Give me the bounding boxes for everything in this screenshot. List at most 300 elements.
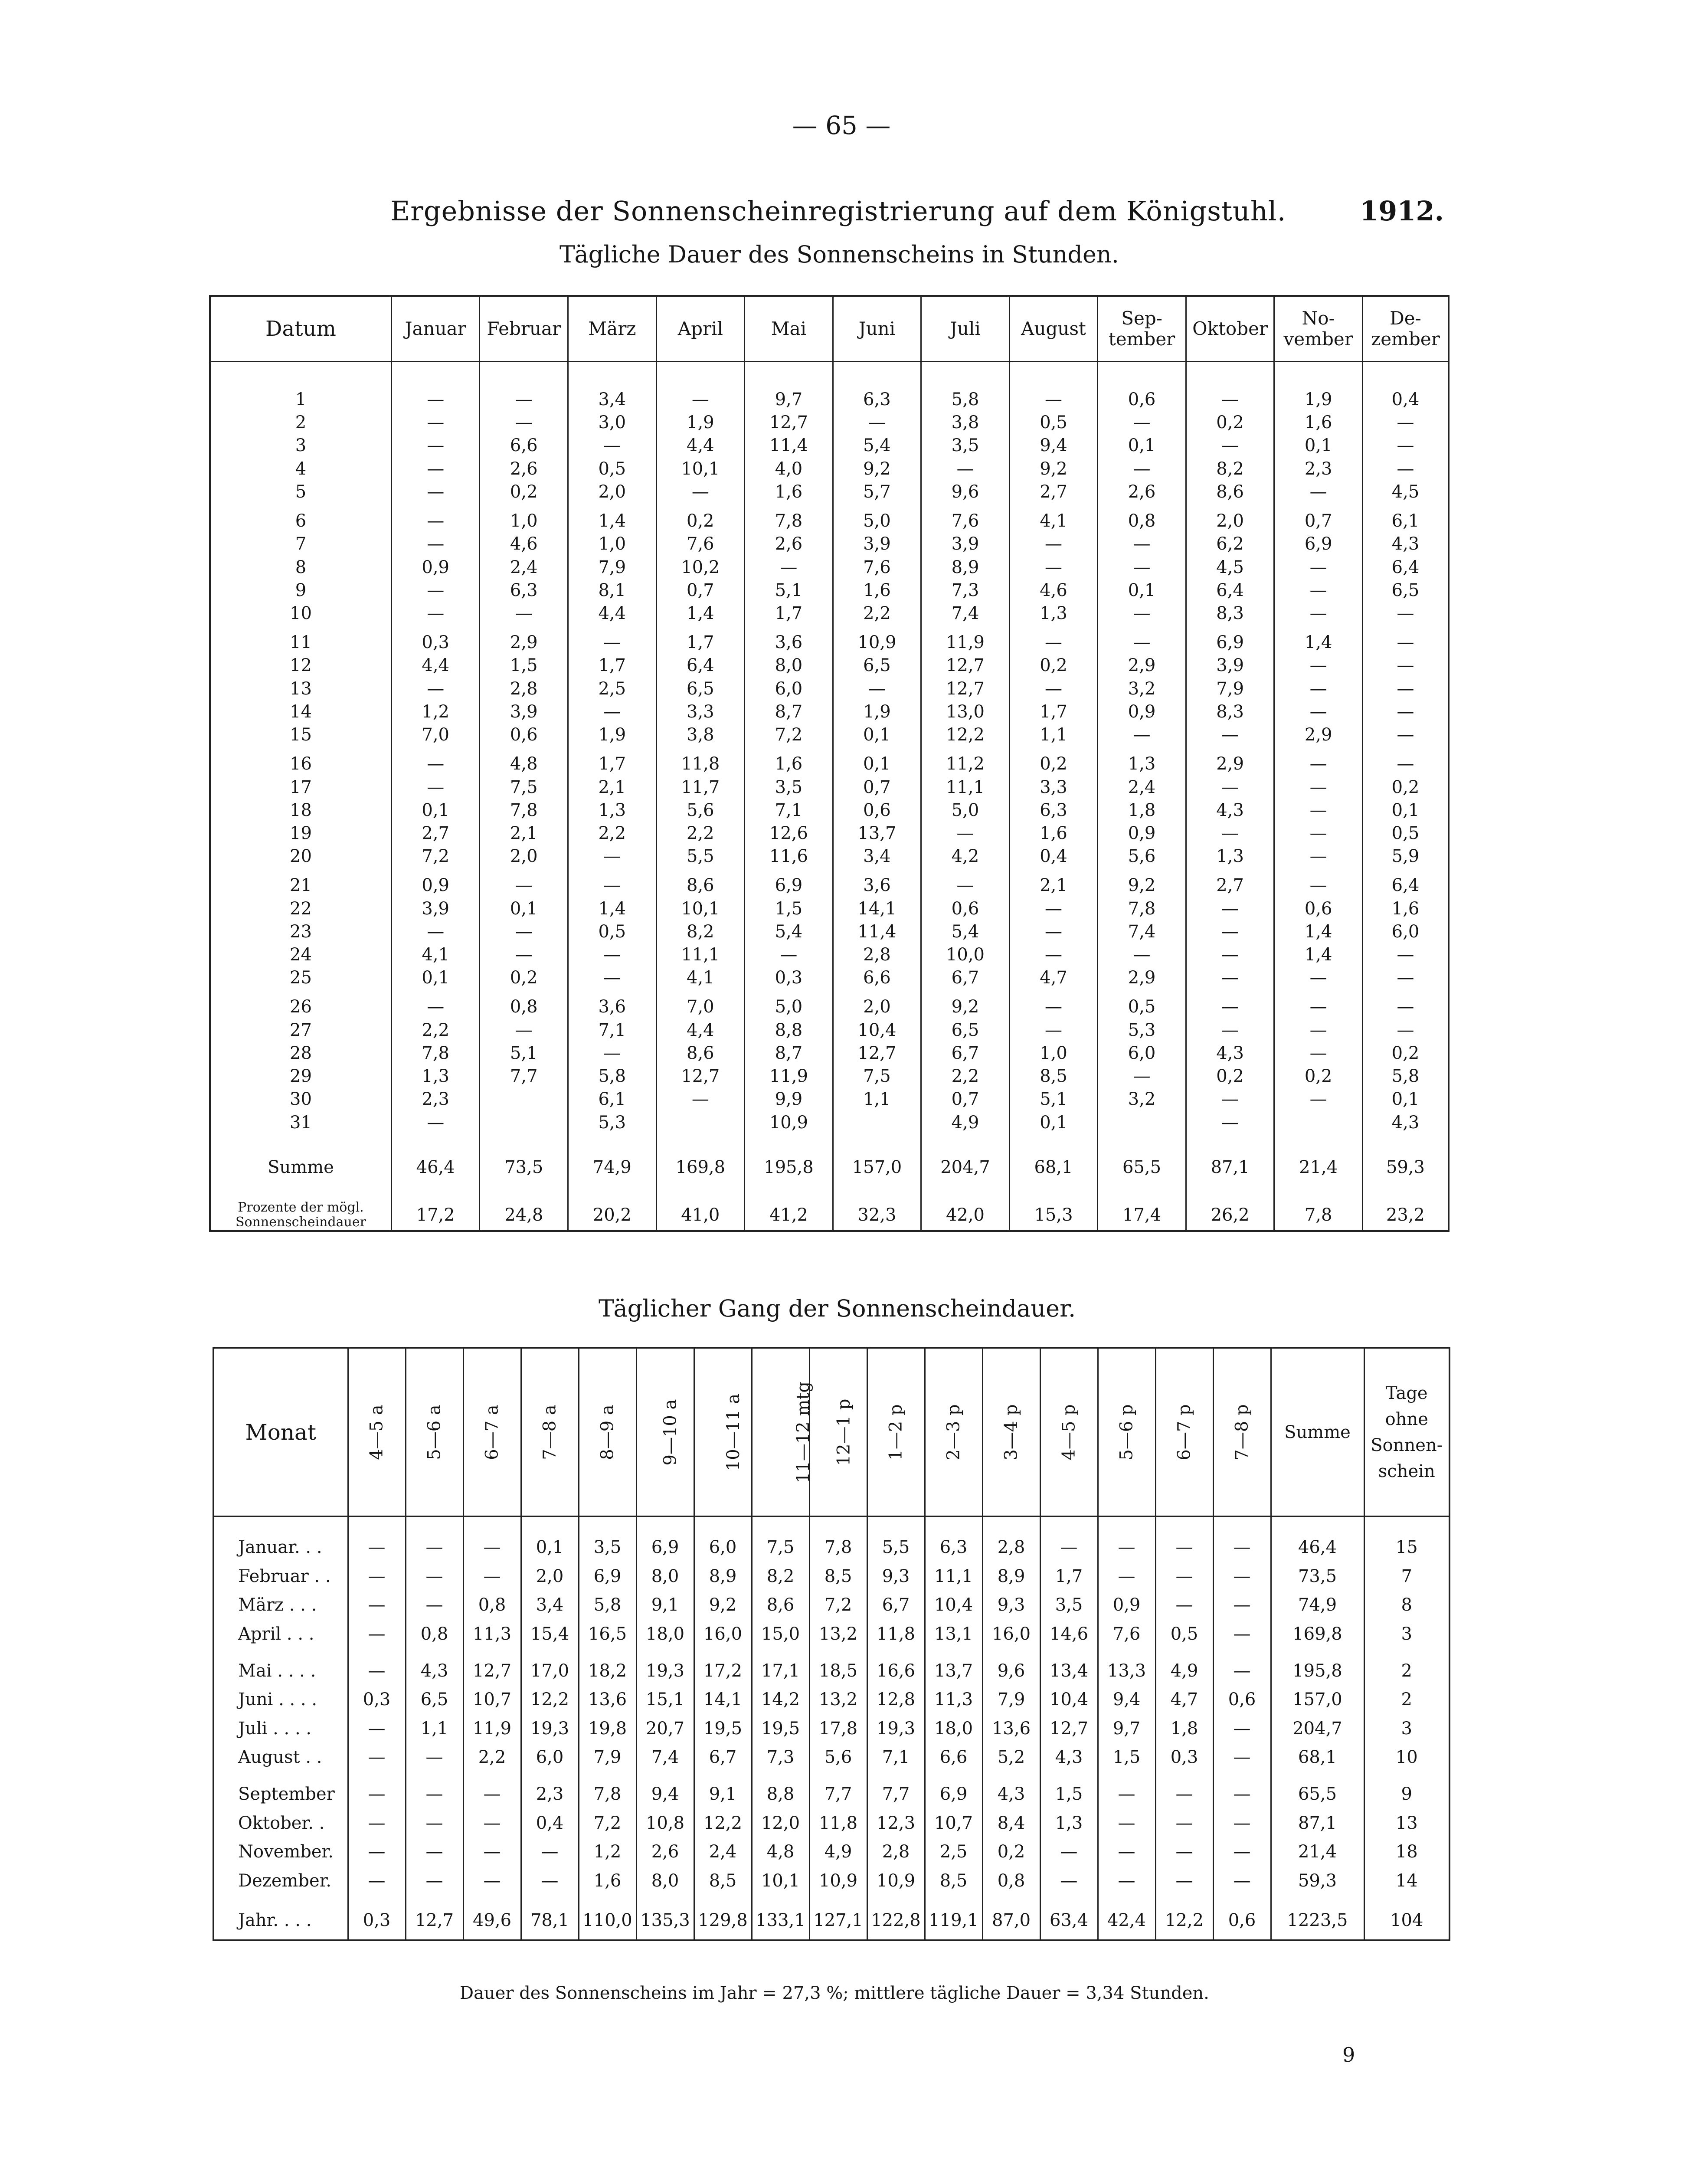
value-cell: 1,4 [656,602,745,625]
value-cell: 4,3 [1186,799,1274,822]
value-cell: 1,6 [1009,822,1098,845]
value-cell: — [1362,701,1449,724]
value-cell: — [1098,533,1186,556]
value-cell: 10,4 [833,1019,921,1042]
value-cell: 0,9 [391,874,480,897]
spacer-cell [579,1516,636,1537]
value-cell: 6,4 [656,654,745,677]
value-cell: — [406,1812,463,1841]
value-cell: 2,6 [480,458,568,481]
spacer-cell [745,625,833,631]
value-cell: — [1362,411,1449,434]
filler-cell [480,1230,568,1231]
value-cell: 74,9 [1271,1594,1364,1623]
month-cell: Juni . . . . [238,1690,317,1710]
filler-cell [1213,1939,1271,1940]
value-cell: 2,1 [568,776,657,799]
value-cell: 1,3 [1186,845,1274,868]
value-cell: 0,1 [1009,1111,1098,1134]
prozente-cell: 24,8 [480,1179,568,1230]
value-cell: — [1098,1812,1155,1841]
value-cell: 1,9 [568,724,657,747]
value-cell: 13,7 [925,1660,982,1689]
value-cell: 10,7 [463,1689,521,1718]
value-cell: 46,4 [1271,1536,1364,1565]
filler-cell [694,1939,752,1940]
month-cell: September [238,1784,335,1804]
value-cell: 21,4 [1271,1841,1364,1870]
value-cell: — [1186,776,1274,799]
value-cell: 3,6 [745,631,833,654]
value-cell: 16,6 [867,1660,925,1689]
value-cell: — [1274,799,1363,822]
value-cell: 2,4 [1098,776,1186,799]
prozente-cell: 41,2 [745,1179,833,1230]
value-cell: — [1362,966,1449,989]
spacer-cell [1362,989,1449,996]
table-row [213,1718,1450,1747]
prozente-cell: 32,3 [833,1179,921,1230]
spacer-cell [867,1652,925,1660]
value-cell: 7,7 [480,1065,568,1088]
value-cell: — [1186,822,1274,845]
value-cell: — [348,1746,406,1775]
value-cell: — [348,1536,406,1565]
value-cell: 1,6 [833,579,921,602]
value-cell: 6,7 [694,1746,752,1775]
value-cell: 6,1 [568,1088,657,1111]
spacer-cell [1271,1899,1364,1907]
value-cell: 2,7 [391,822,480,845]
value-cell: 0,2 [1186,411,1274,434]
value-cell: 0,6 [833,799,921,822]
value-cell: 11,9 [745,1065,833,1088]
value-cell: 8,9 [982,1565,1040,1595]
day-cell: 7 [295,534,307,554]
column-header-hour [809,1348,867,1516]
value-cell: — [1098,943,1186,966]
value-cell: 6,9 [1274,533,1363,556]
value-cell: 3,6 [833,874,921,897]
spacer-cell [1155,1775,1213,1783]
spacer-cell [1098,1516,1155,1537]
spacer-cell [921,989,1010,996]
value-cell: 2,2 [833,602,921,625]
value-cell: — [391,678,480,701]
table-row [210,1088,1449,1111]
value-cell: 1,8 [1155,1718,1213,1747]
value-cell: 10,1 [752,1870,809,1899]
value-cell: 4,0 [745,458,833,481]
value-cell: 1,9 [833,701,921,724]
filler-cell [752,1939,809,1940]
value-cell: 13 [1364,1812,1450,1841]
value-cell: 11,8 [656,753,745,776]
value-cell: 5,3 [1098,1019,1186,1042]
value-cell: 13,7 [833,822,921,845]
spacer-cell [1271,1775,1364,1783]
value-cell: 12,7 [463,1660,521,1689]
value-cell: 0,3 [391,631,480,654]
table-row [210,533,1449,556]
value-cell: 11,3 [925,1689,982,1718]
value-cell: 0,5 [1009,411,1098,434]
value-cell: — [921,822,1010,845]
value-cell: 5,8 [921,388,1010,411]
value-cell: — [1213,1746,1271,1775]
value-cell: — [348,1718,406,1747]
month-cell: April . . . [238,1624,314,1644]
table-row [210,678,1449,701]
value-cell: 10,1 [656,897,745,920]
jahr-cell: 63,4 [1040,1907,1098,1939]
value-cell: 17,0 [521,1660,579,1689]
day-cell: 21 [290,875,312,896]
value-cell: — [1274,822,1363,845]
table-row [210,434,1449,457]
value-cell: 4,7 [1155,1689,1213,1718]
value-cell: — [1274,1042,1363,1065]
value-cell: 2,7 [1009,481,1098,504]
value-cell: — [1274,481,1363,504]
value-cell: 8 [1364,1594,1450,1623]
value-cell: — [391,776,480,799]
jahr-row [213,1907,1450,1939]
day-cell: 4 [295,458,307,479]
value-cell: — [1274,678,1363,701]
filler-cell [210,1230,391,1231]
column-header-month: August [1009,296,1098,362]
spacer-cell [463,1775,521,1783]
page-title: Ergebnisse der Sonnenscheinregistrierung auf dem Königstuhl. [390,195,1286,227]
value-cell: 0,2 [1186,1065,1274,1088]
value-cell: 2,9 [1098,654,1186,677]
value-cell: 2,2 [391,1019,480,1042]
spacer-cell [921,504,1010,510]
value-cell: — [833,411,921,434]
summe-cell: 65,5 [1098,1134,1186,1179]
spacer-cell [1040,1652,1098,1660]
value-cell: — [1040,1536,1098,1565]
table-row [210,874,1449,897]
value-cell: 1,4 [568,897,657,920]
value-cell: 13,2 [809,1689,867,1718]
table-row [210,943,1449,966]
value-cell: 17,1 [752,1660,809,1689]
value-cell: 16,5 [579,1623,636,1652]
value-cell: 4,4 [391,654,480,677]
spacer-cell [833,625,921,631]
filler-cell [213,1939,348,1940]
value-cell: 6,7 [867,1594,925,1623]
value-cell: 2,0 [568,481,657,504]
value-cell: 6,0 [1098,1042,1186,1065]
value-cell: 3,5 [1040,1594,1098,1623]
month-cell: Oktober. . [238,1813,325,1833]
hour-label: 4—5 a [366,1404,387,1460]
value-cell: — [1009,897,1098,920]
spacer-cell [809,1899,867,1907]
value-cell: 5,0 [745,996,833,1019]
value-cell: — [521,1870,579,1899]
value-cell: 11,6 [745,845,833,868]
spacer-cell [1213,1516,1271,1537]
value-cell: 5,8 [1362,1065,1449,1088]
value-cell: 2,2 [921,1065,1010,1088]
filler-cell [809,1939,867,1940]
value-cell: 4,3 [1040,1746,1098,1775]
value-cell: 1,6 [1362,897,1449,920]
value-cell: — [391,458,480,481]
value-cell: 3,5 [745,776,833,799]
day-cell: 27 [290,1020,312,1040]
value-cell: — [1186,1088,1274,1111]
table-row [210,776,1449,799]
filler-cell [656,1230,745,1231]
spacer-cell [210,868,391,874]
spacer-cell [1098,1775,1155,1783]
value-cell: — [1274,579,1363,602]
value-cell: 6,5 [1362,579,1449,602]
day-cell: 3 [295,436,307,456]
month-cell: Mai . . . . [238,1660,316,1681]
value-cell: 4,1 [1009,510,1098,533]
prozente-cell: 42,0 [921,1179,1010,1230]
value-cell: 17,8 [809,1718,867,1747]
value-cell: 12,7 [656,1065,745,1088]
table-row [210,724,1449,747]
value-cell: 195,8 [1271,1660,1364,1689]
value-cell: — [1362,458,1449,481]
value-cell: 9,6 [982,1660,1040,1689]
spacer-cell [568,504,657,510]
value-cell: — [1213,1623,1271,1652]
spacer-cell [1274,625,1363,631]
sheet-number: 9 [1342,2043,1355,2066]
value-cell: 4,6 [1009,579,1098,602]
spacer-cell [391,747,480,753]
value-cell: 0,6 [1274,897,1363,920]
spacer-cell [348,1516,406,1537]
table-row [210,654,1449,677]
spacer-cell [210,747,391,753]
value-cell: 7,3 [752,1746,809,1775]
value-cell: 10,8 [636,1812,694,1841]
value-cell: 19,5 [694,1718,752,1747]
spacer-cell [1271,1652,1364,1660]
table1-caption: Tägliche Dauer des Sonnenscheins in Stunden. [560,241,1119,268]
value-cell: 5,1 [480,1042,568,1065]
spacer-cell [1186,504,1274,510]
jahr-label: Jahr. . . . [238,1910,312,1930]
day-cell: 17 [290,777,312,797]
spacer-cell [1186,747,1274,753]
spacer-cell [463,1652,521,1660]
value-cell: — [1274,966,1363,989]
value-cell: 0,2 [982,1841,1040,1870]
jahr-cell: 42,4 [1098,1907,1155,1939]
table-row [210,1111,1449,1134]
value-cell: 7,8 [391,1042,480,1065]
month-cell: November. [238,1842,334,1862]
spacer-cell [809,1652,867,1660]
value-cell: 9,4 [1009,434,1098,457]
hour-label: 6—7 a [482,1404,502,1460]
spacer-cell [406,1775,463,1783]
value-cell: 9,1 [636,1594,694,1623]
value-cell: 2,6 [636,1841,694,1870]
month-cell: Dezember. [238,1871,332,1891]
value-cell: 14,1 [694,1689,752,1718]
table-row [213,1565,1450,1595]
value-cell: — [521,1841,579,1870]
value-cell: — [1098,1565,1155,1595]
value-cell: 12,8 [867,1689,925,1718]
value-cell: — [391,533,480,556]
value-cell: — [568,966,657,989]
value-cell: 10,9 [867,1870,925,1899]
day-cell: 13 [290,678,312,699]
column-header-month: Februar [480,296,568,362]
value-cell: 7,9 [1186,678,1274,701]
value-cell: 7,4 [636,1746,694,1775]
value-cell: 2,1 [480,822,568,845]
table-row [210,579,1449,602]
value-cell: — [1186,724,1274,747]
value-cell: 0,8 [463,1594,521,1623]
spacer-cell [1274,868,1363,874]
value-cell: 5,4 [745,920,833,943]
spacer-cell [406,1516,463,1537]
value-cell: 0,3 [745,966,833,989]
value-cell: — [391,602,480,625]
value-cell: 0,2 [1274,1065,1363,1088]
value-cell: 3,3 [1009,776,1098,799]
value-cell: 6,6 [925,1746,982,1775]
hour-label: 10—11 a [723,1393,743,1471]
spacer-cell [833,868,921,874]
spacer-cell [636,1516,694,1537]
spacer-cell [579,1652,636,1660]
day-cell: 15 [290,725,312,745]
value-cell: 9,6 [921,481,1010,504]
value-cell: 9,2 [921,996,1010,1019]
value-cell: 2,9 [1098,966,1186,989]
value-cell: 7,8 [809,1536,867,1565]
value-cell: 19,8 [579,1718,636,1747]
value-cell: 3,9 [480,701,568,724]
value-cell: 6,5 [406,1689,463,1718]
spacer-cell [1274,747,1363,753]
spacer-cell [636,1899,694,1907]
hour-label: 7—8 a [540,1404,560,1460]
value-cell: 18,0 [925,1718,982,1747]
value-cell [480,1088,568,1111]
spacer-cell [1213,1652,1271,1660]
value-cell [1274,1111,1363,1134]
value-cell: 0,5 [568,920,657,943]
value-cell: — [1274,753,1363,776]
day-cell: 20 [290,846,312,867]
filler-cell [982,1939,1040,1940]
value-cell: 13,4 [1040,1660,1098,1689]
value-cell: 3,8 [656,724,745,747]
value-cell: 8,6 [656,874,745,897]
value-cell: 6,9 [925,1783,982,1812]
table2-caption: Täglicher Gang der Sonnenscheindauer. [599,1295,1076,1322]
spacer-cell [925,1775,982,1783]
column-header-month: Mai [745,296,833,362]
value-cell: 8,2 [656,920,745,943]
value-cell: — [1213,1660,1271,1689]
column-header-hour [1098,1348,1155,1516]
value-cell: 8,0 [745,654,833,677]
value-cell: — [391,434,480,457]
value-cell: 4,2 [921,845,1010,868]
value-cell: 1,3 [568,799,657,822]
value-cell: 8,5 [925,1870,982,1899]
value-cell: 4,9 [809,1841,867,1870]
value-cell: 19,3 [636,1660,694,1689]
value-cell: 6,5 [833,654,921,677]
spacer-cell [1098,1652,1155,1660]
value-cell: 12,7 [921,654,1010,677]
value-cell: — [1186,996,1274,1019]
filler-cell [1155,1939,1213,1940]
column-header-tage: Tage ohne Sonnen-schein [1364,1348,1450,1516]
value-cell: 2,4 [694,1841,752,1870]
day-cell: 18 [290,800,312,820]
value-cell: 4,6 [480,533,568,556]
day-cell: 26 [290,997,312,1017]
column-header-hour [1040,1348,1098,1516]
jahr-cell: 127,1 [809,1907,867,1939]
value-cell: 8,0 [636,1870,694,1899]
jahr-cell: 110,0 [579,1907,636,1939]
value-cell: 0,5 [1098,996,1186,1019]
value-cell: 6,4 [1362,874,1449,897]
value-cell: 8,9 [694,1565,752,1595]
value-cell: 10,7 [925,1812,982,1841]
value-cell: 7,0 [656,996,745,1019]
value-cell: — [406,1594,463,1623]
value-cell: 1,6 [745,481,833,504]
value-cell: 0,1 [391,966,480,989]
hour-label: 4—5 p [1059,1404,1079,1461]
value-cell: — [1009,996,1098,1019]
spacer-cell [210,625,391,631]
value-cell: 0,8 [480,996,568,1019]
day-cell: 24 [290,945,312,965]
prozente-cell: 17,2 [391,1179,480,1230]
value-cell: 1,3 [391,1065,480,1088]
value-cell: 11,7 [656,776,745,799]
spacer-cell [1155,1899,1213,1907]
value-cell: 11,8 [867,1623,925,1652]
spacer-cell [568,868,657,874]
value-cell: 5,0 [833,510,921,533]
value-cell: 3,9 [1186,654,1274,677]
day-cell: 28 [290,1043,312,1063]
value-cell: 15 [1364,1536,1450,1565]
value-cell: — [391,1111,480,1134]
page-year: 1912. [1360,195,1444,227]
value-cell: 8,9 [921,556,1010,579]
value-cell: — [348,1783,406,1812]
column-header-hour [636,1348,694,1516]
value-cell: — [1040,1870,1098,1899]
value-cell: 7,6 [1098,1623,1155,1652]
